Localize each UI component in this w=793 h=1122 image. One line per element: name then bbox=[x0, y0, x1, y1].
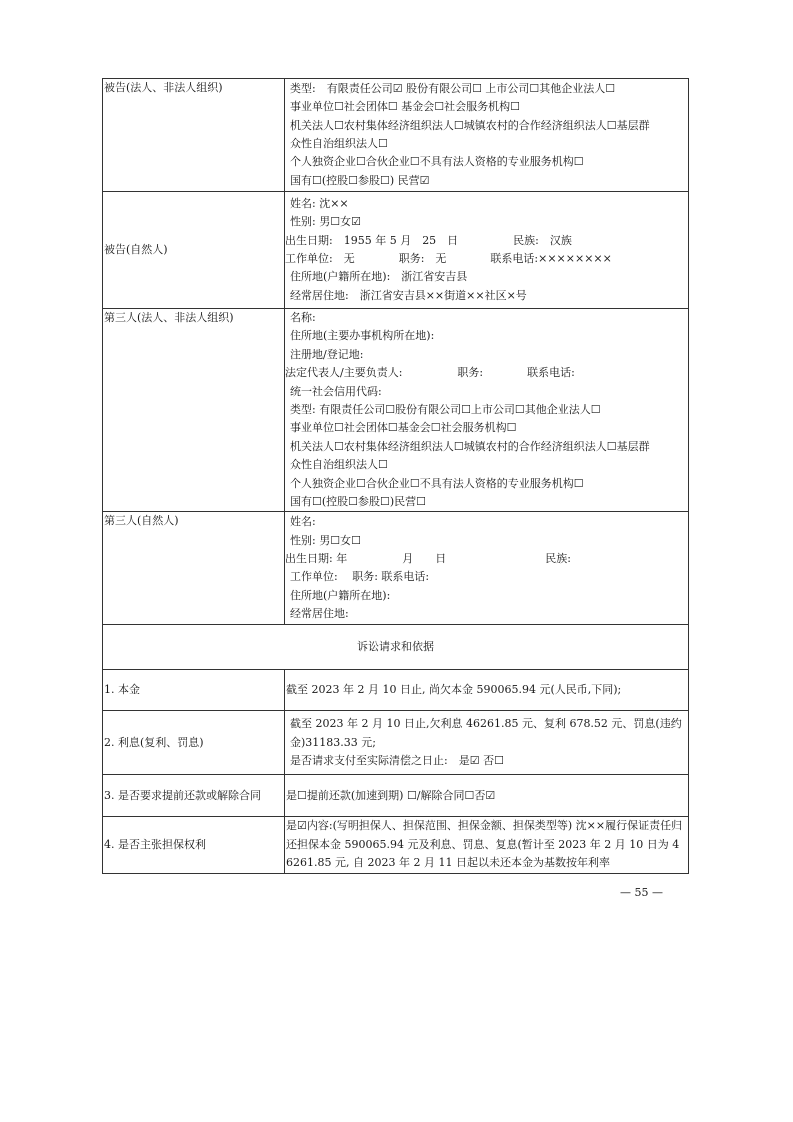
third-person-label: 第三人(自然人) bbox=[103, 512, 285, 625]
third-org-line: 统一社会信用代码: bbox=[290, 384, 382, 398]
defendant-org-value bbox=[285, 79, 689, 192]
defendant-org-label: 被告(法人、非法人组织) bbox=[103, 79, 285, 192]
defendant-org-line: 个人独资企业☐合伙企业☐不具有法人资格的专业服务机构☐ bbox=[290, 155, 584, 169]
defendant-birth: 出生日期: 1955 年 5 月 25 日 民族: 汉族 bbox=[285, 233, 572, 247]
interest-line: 金)31183.33 元; bbox=[290, 735, 376, 749]
third-person-row bbox=[103, 512, 689, 625]
interest-value bbox=[285, 711, 689, 775]
security-value bbox=[285, 817, 689, 873]
defendant-work: 工作单位: 无 职务: 无 联系电话:×××××××× bbox=[285, 252, 612, 265]
defendant-domicile: 住所地(户籍所在地): 浙江省安吉县 bbox=[290, 270, 468, 284]
acceleration-text: 是☐提前还款(加速到期) ☐/解除合同☐否☑ bbox=[286, 788, 496, 802]
third-person-gender: 性别: 男☐女☐ bbox=[290, 533, 361, 547]
page-number: — 55 — bbox=[620, 886, 663, 899]
third-person-work: 工作单位: 职务: 联系电话: bbox=[290, 570, 430, 584]
interest-line: 截至 2023 年 2 月 10 日止,欠利息 46261.85 元、复利 678.52 元、罚息(违约 bbox=[290, 717, 682, 731]
principal-text: 截至 2023 年 2 月 10 日止, 尚欠本金 590065.94 元(人民币,下同); bbox=[286, 683, 622, 697]
third-org-label: 第三人(法人、非法人组织) bbox=[103, 309, 285, 512]
defendant-org-row bbox=[103, 79, 689, 192]
defendant-org-line: 事业单位☐社会团体☐ 基金会☐社会服务机构☐ bbox=[290, 100, 520, 114]
third-org-line: 众性自治组织法人☐ bbox=[290, 458, 388, 472]
third-person-domicile: 住所地(户籍所在地): bbox=[290, 588, 391, 602]
third-person-birth: 出生日期: 年 月 日 民族: bbox=[285, 552, 571, 566]
third-org-line: 注册地/登记地: bbox=[290, 347, 364, 361]
third-org-line: 个人独资企业☐合伙企业☐不具有法人资格的专业服务机构☐ bbox=[290, 476, 584, 490]
interest-line: 是否请求支付至实际清偿之日止: 是☑ 否☐ bbox=[290, 754, 504, 768]
defendant-person-value bbox=[285, 192, 689, 309]
defendant-org-line: 众性自治组织法人☐ bbox=[290, 137, 388, 150]
third-org-line: 事业单位☐社会团体☐基金会☐社会服务机构☐ bbox=[290, 421, 517, 435]
defendant-org-line: 类型: 有限责任公司☑ 股份有限公司☐ 上市公司☐其他企业法人☐ bbox=[290, 81, 616, 95]
defendant-person-label: 被告(自然人) bbox=[103, 192, 285, 309]
defendant-name: 姓名: 沈×× bbox=[290, 196, 349, 210]
third-org-line: 国有☐(控股☐参股☐)民营☐ bbox=[290, 495, 427, 509]
third-person-residence: 经常居住地: bbox=[290, 607, 349, 621]
defendant-gender: 性别: 男☐女☑ bbox=[290, 215, 361, 229]
security-row bbox=[103, 817, 689, 873]
acceleration-value bbox=[285, 775, 689, 817]
complaint-form-table bbox=[102, 78, 689, 874]
security-label: 4. 是否主张担保权利 bbox=[103, 817, 285, 873]
defendant-org-line: 国有☐(控股☐参股☐) 民营☑ bbox=[290, 173, 430, 187]
defendant-residence: 经常居住地: 浙江省安吉县××街道××社区×号 bbox=[290, 288, 527, 302]
third-org-line: 类型: 有限责任公司☐股份有限公司☐上市公司☐其他企业法人☐ bbox=[290, 403, 601, 417]
third-org-rep: 法定代表人/主要负责人: 职务: 联系电话: bbox=[285, 366, 575, 380]
interest-row bbox=[103, 711, 689, 775]
interest-label: 2. 利息(复利、罚息) bbox=[103, 711, 285, 775]
principal-value bbox=[285, 670, 689, 711]
third-person-name: 姓名: bbox=[290, 515, 316, 529]
principal-label: 1. 本金 bbox=[103, 670, 285, 711]
defendant-org-line: 机关法人☐农村集体经济组织法人☐城镇农村的合作经济组织法人☐基层群 bbox=[290, 118, 650, 132]
claims-header-row bbox=[103, 625, 689, 670]
third-person-value bbox=[285, 512, 689, 625]
claims-header: 诉讼请求和依据 bbox=[103, 625, 689, 670]
third-org-row bbox=[103, 309, 689, 512]
defendant-person-row bbox=[103, 192, 689, 309]
third-org-line: 名称: bbox=[290, 311, 316, 324]
acceleration-row bbox=[103, 775, 689, 817]
acceleration-label: 3. 是否要求提前还款或解除合同 bbox=[103, 775, 285, 817]
third-org-value bbox=[285, 309, 689, 512]
security-text: 是☑内容:(写明担保人、担保范围、担保金额、担保类型等) 沈××履行保证责任归还担保本金 590065.94 元及利息、罚息、复息(暂计至 2023 年 2 月 10 日为 46261.85 元, 自 2023 年 2 月 11 日起以未还本金为基数按年利率 bbox=[286, 819, 683, 870]
third-org-line: 住所地(主要办事机构所在地): bbox=[290, 329, 435, 343]
third-org-line: 机关法人☐农村集体经济组织法人☐城镇农村的合作经济组织法人☐基层群 bbox=[290, 439, 650, 453]
principal-row bbox=[103, 670, 689, 711]
